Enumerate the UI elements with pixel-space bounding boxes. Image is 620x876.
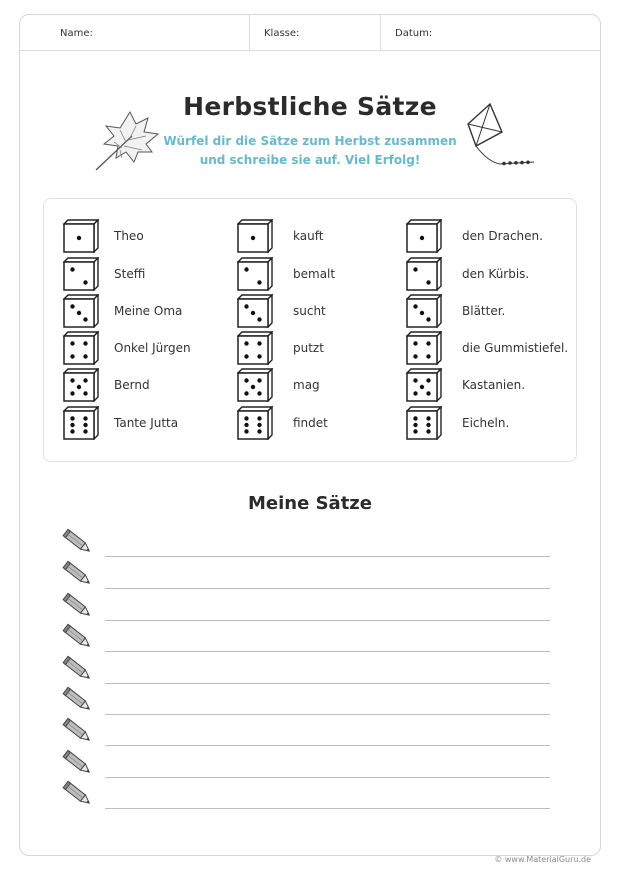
header-divider <box>249 15 250 51</box>
die-pip <box>257 429 261 433</box>
die-pip <box>426 317 430 321</box>
die-pip <box>413 341 417 345</box>
die-pip <box>70 378 74 382</box>
die-icon <box>237 406 273 440</box>
die-pip <box>83 423 87 427</box>
die-pip <box>70 341 74 345</box>
die-icon <box>406 219 442 253</box>
die-icon <box>63 294 99 328</box>
word-item: Eicheln. <box>462 416 510 430</box>
die-icon <box>63 257 99 291</box>
pencil-icon <box>62 655 96 685</box>
die-pip <box>83 341 87 345</box>
die-pip <box>70 416 74 420</box>
die-pip <box>413 429 417 433</box>
die-pip <box>257 341 261 345</box>
writing-line <box>105 588 550 589</box>
die-pip <box>251 385 255 389</box>
die-pip <box>83 391 87 395</box>
die-pip <box>426 416 430 420</box>
word-item: findet <box>293 416 328 430</box>
die-pip <box>83 317 87 321</box>
header-row <box>20 15 600 51</box>
word-item: Kastanien. <box>462 378 526 392</box>
die-pip <box>244 354 248 358</box>
word-item: Theo <box>114 229 144 243</box>
copyright: © www.MaterialGuru.de <box>494 855 591 864</box>
writing-line <box>105 808 550 809</box>
die-pip <box>244 423 248 427</box>
word-item: Steffi <box>114 267 146 281</box>
die-icon <box>406 294 442 328</box>
die-pip <box>413 416 417 420</box>
word-item: bemalt <box>293 267 336 281</box>
die-pip <box>413 304 417 308</box>
die-pip <box>257 378 261 382</box>
die-pip <box>244 304 248 308</box>
class-label: Klasse: <box>264 28 300 39</box>
instruction-line: Würfel dir die Sätze zum Herbst zusammen <box>163 134 457 148</box>
instructions <box>150 132 470 170</box>
word-item: Meine Oma <box>114 304 183 318</box>
die-pip <box>426 423 430 427</box>
die-pip <box>244 267 248 271</box>
section-title: Meine Sätze <box>248 493 372 514</box>
die-pip <box>70 391 74 395</box>
writing-line <box>105 651 550 652</box>
pencil-icon <box>62 749 96 779</box>
die-pip <box>77 385 81 389</box>
writing-line <box>105 745 550 746</box>
die-icon <box>63 368 99 402</box>
die-pip <box>413 378 417 382</box>
die-pip <box>244 416 248 420</box>
die-pip <box>426 354 430 358</box>
die-pip <box>413 267 417 271</box>
die-pip <box>83 416 87 420</box>
die-pip <box>77 236 81 240</box>
die-pip <box>244 378 248 382</box>
header-divider <box>380 15 381 51</box>
die-pip <box>77 311 81 315</box>
die-pip <box>413 423 417 427</box>
die-icon <box>237 257 273 291</box>
die-icon <box>63 219 99 253</box>
die-pip <box>244 341 248 345</box>
name-label: Name: <box>60 28 93 39</box>
die-pip <box>251 236 255 240</box>
pencil-icon <box>62 592 96 622</box>
die-pip <box>426 378 430 382</box>
word-item: Blätter. <box>462 304 506 318</box>
die-pip <box>83 280 87 284</box>
pencil-icon <box>62 623 96 653</box>
die-pip <box>413 391 417 395</box>
die-pip <box>257 423 261 427</box>
word-item: den Kürbis. <box>462 267 530 281</box>
die-pip <box>70 267 74 271</box>
die-pip <box>426 391 430 395</box>
word-item: kauft <box>293 229 324 243</box>
die-icon <box>237 368 273 402</box>
die-pip <box>70 429 74 433</box>
die-icon <box>237 331 273 365</box>
die-pip <box>70 304 74 308</box>
die-pip <box>244 391 248 395</box>
word-item: Onkel Jürgen <box>114 341 191 355</box>
writing-line <box>105 683 550 684</box>
word-item: die Gummistiefel. <box>462 341 569 355</box>
die-pip <box>426 429 430 433</box>
pencil-icon <box>62 560 96 590</box>
word-item: Tante Jutta <box>114 416 179 430</box>
die-pip <box>83 429 87 433</box>
die-pip <box>244 429 248 433</box>
die-icon <box>237 294 273 328</box>
die-pip <box>257 391 261 395</box>
word-item: mag <box>293 378 320 392</box>
writing-line <box>105 620 550 621</box>
die-icon <box>63 406 99 440</box>
die-icon <box>406 257 442 291</box>
die-pip <box>420 311 424 315</box>
die-pip <box>257 354 261 358</box>
die-pip <box>83 378 87 382</box>
die-pip <box>420 385 424 389</box>
die-icon <box>237 219 273 253</box>
die-icon <box>63 331 99 365</box>
word-item: sucht <box>293 304 326 318</box>
die-icon <box>406 406 442 440</box>
die-pip <box>251 311 255 315</box>
writing-line <box>105 556 550 557</box>
die-pip <box>426 280 430 284</box>
die-pip <box>413 354 417 358</box>
die-pip <box>70 354 74 358</box>
pencil-icon <box>62 717 96 747</box>
instruction-line: und schreibe sie auf. Viel Erfolg! <box>199 153 421 167</box>
die-icon <box>406 331 442 365</box>
die-pip <box>257 280 261 284</box>
die-pip <box>70 423 74 427</box>
writing-line <box>105 714 550 715</box>
die-icon <box>406 368 442 402</box>
word-item: den Drachen. <box>462 229 543 243</box>
pencil-icon <box>62 686 96 716</box>
word-item: putzt <box>293 341 324 355</box>
word-item: Bernd <box>114 378 150 392</box>
die-pip <box>420 236 424 240</box>
die-pip <box>257 317 261 321</box>
date-label: Datum: <box>395 28 433 39</box>
die-pip <box>257 416 261 420</box>
die-pip <box>426 341 430 345</box>
die-pip <box>83 354 87 358</box>
pencil-icon <box>62 780 96 810</box>
page-title: Herbstliche Sätze <box>183 92 437 121</box>
pencil-icon <box>62 528 96 558</box>
writing-line <box>105 777 550 778</box>
